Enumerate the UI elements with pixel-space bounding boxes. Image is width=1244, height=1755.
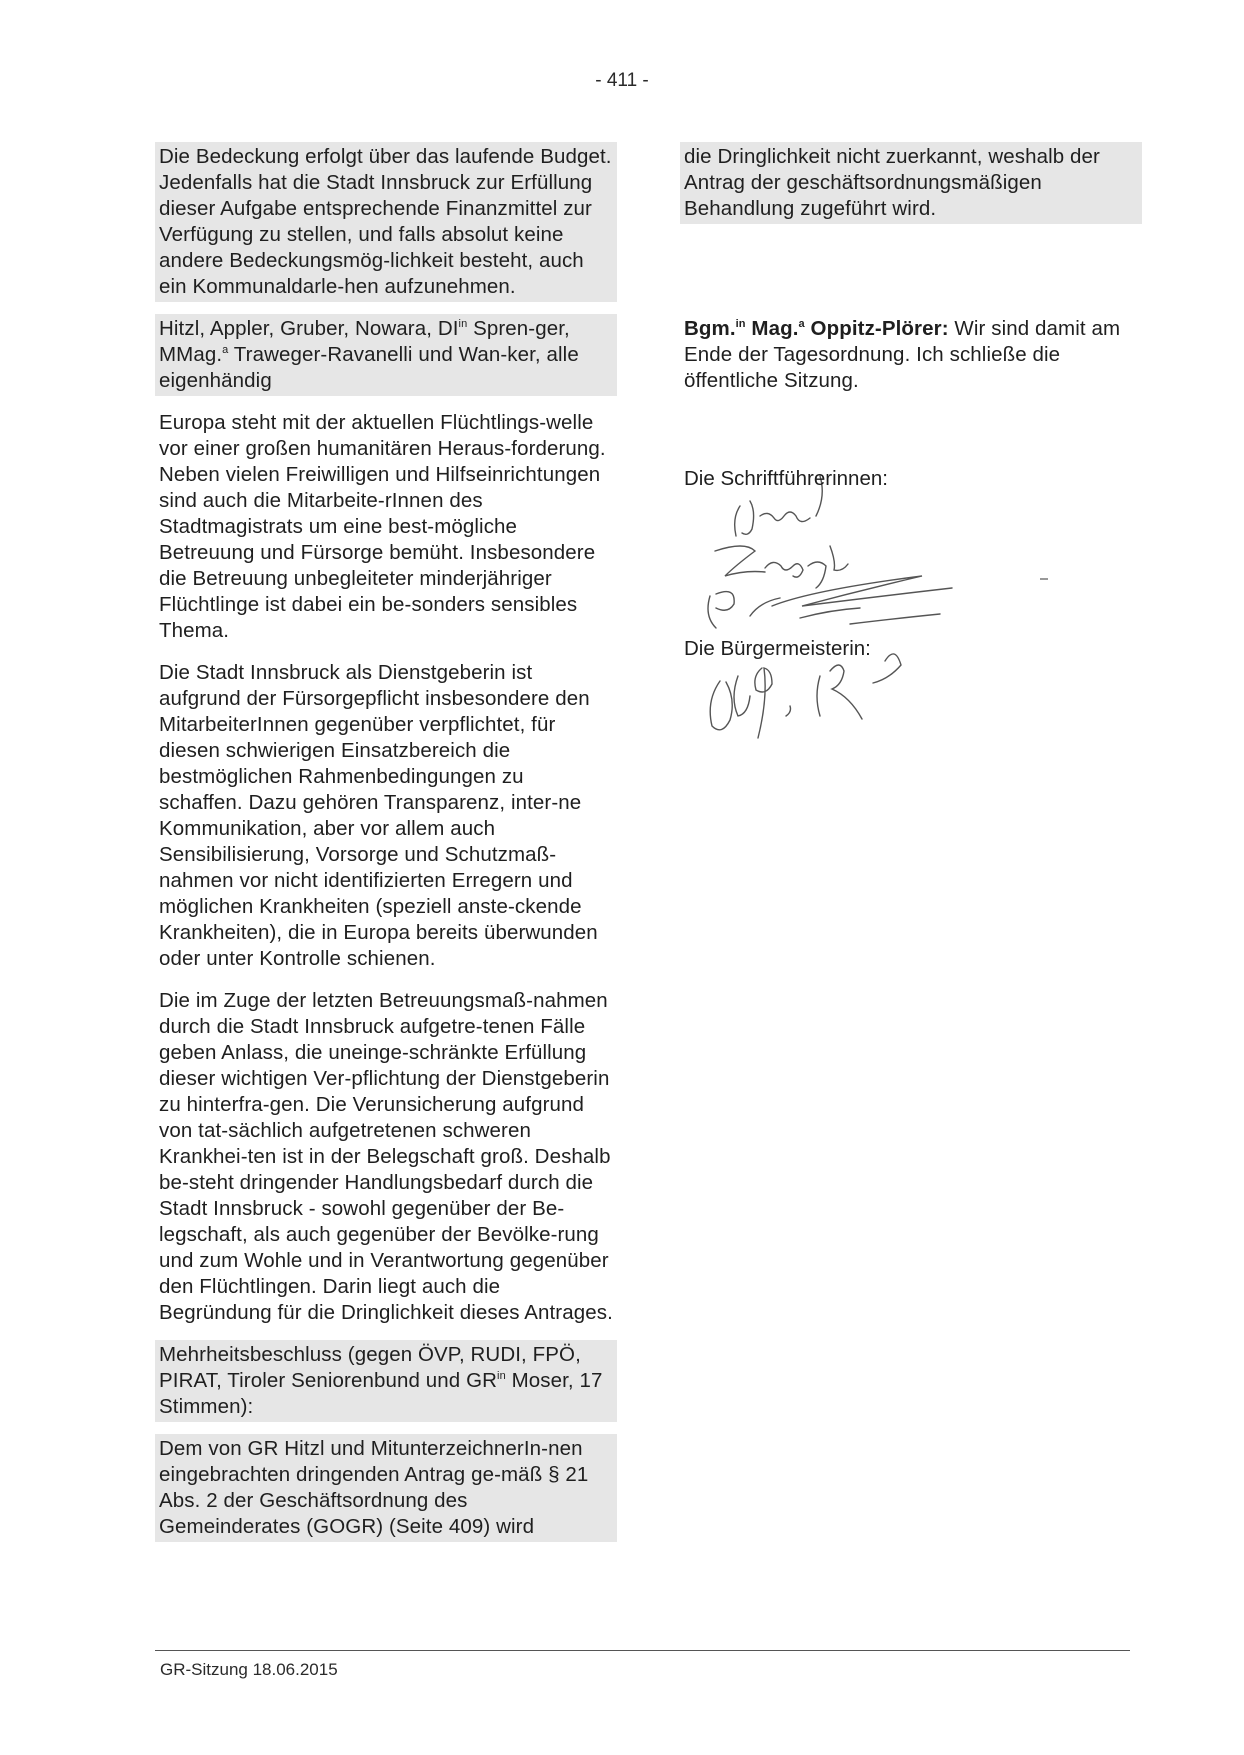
secretaries-signature-block (680, 466, 1142, 636)
speaker-sup-in: in (735, 318, 746, 331)
secretaries-label: Die Schriftführerinnen: (684, 467, 888, 490)
resolution-part-1: Mehrheitsbeschluss (gegen ÖVP, RUDI, FPÖ, PIRAT, Tiroler Seniorenbund und GR (159, 1343, 581, 1392)
motion-paragraph: Dem von GR Hitzl und MitunterzeichnerIn-nen eingebrachten dringenden Antrag ge-mäß § 21 Abs. 2 der Geschäftsordnung des Gemeinderates (GOGR) (Seite 409) wird (155, 1434, 617, 1542)
signatories-part-2: Spren-ger, MMag. (159, 317, 570, 366)
speaker-title-1: Bgm. (684, 317, 736, 340)
stray-mark (1040, 578, 1048, 580)
page-number: - 411 - (595, 70, 649, 91)
funding-paragraph: Die Bedeckung erfolgt über das laufende Budget. Jedenfalls hat die Stadt Innsbruck zur Erfüllung dieser Aufgabe entsprechende Finanzmittel zur Verfügung zu stellen, und falls absolut keine andere Bedeckungsmög-lichkeit besteht, auch ein Kommunaldarle-hen aufzunehmen. (155, 142, 617, 302)
mayor-closing-statement (680, 314, 1142, 396)
refugee-paragraph: Europa steht mit der aktuellen Flüchtlings-welle vor einer großen humanitären Heraus-forderung. Neben vielen Freiwilligen und Hilfseinrichtungen sind auch die Mitarbeite-rInnen des Stadtmagistrats um eine best-mögliche Betreuung und Fürsorge bemüht. Insbesondere die Betreuung unbegleiteter minderjähriger Flüchtlinge ist dabei ein be-sonders sensibles Thema. (159, 411, 606, 642)
mayor-label: Die Bürgermeisterin: (684, 637, 871, 660)
urgency-denied-paragraph: die Dringlichkeit nicht zuerkannt, weshalb der Antrag der geschäftsordnungsmäßigen Behandlung zugeführt wird. (680, 142, 1142, 224)
signatories-sup-in: in (458, 318, 468, 331)
signatories-part-3: Traweger-Ravanelli und Wan-ker, alle eigenhändig (159, 343, 579, 392)
employer-duty-paragraph: Die Stadt Innsbruck als Dienstgeberin ist aufgrund der Fürsorgepflicht insbesondere den MitarbeiterInnen gegenüber verpflichtet, für diesen schwierigen Einsatzbereich die bestmöglichen Rahmenbedingungen zu schaffen. Dazu gehören Transparenz, inter-ne Kommunikation, aber vor allem auch Sensibilisierung, Vorsorge und Schutzmaß-nahmen vor nicht identifizierten Erregern und möglichen Krankheiten (speziell anste-ckende Krankheiten), die in Europa bereits überwunden oder unter Kontrolle schienen. (159, 661, 598, 970)
signature-3 (708, 576, 952, 628)
speaker-sup-a: a (798, 318, 805, 331)
footer-rule (155, 1650, 1130, 1651)
urgency-paragraph: Die im Zuge der letzten Betreuungsmaß-nahmen durch die Stadt Innsbruck aufgetre-tenen Fälle geben Anlass, die uneinge-schränkte Erfüllung dieser wichtigen Ver-pflichtung der Dienstgeberin zu hinterfra-gen. Die Verunsicherung aufgrund von tat-sächlich aufgetretenen schweren Krankhei-ten ist in der Belegschaft groß. Deshalb be-steht dringender Handlungsbedarf durch die Stadt Innsbruck - sowohl gegenüber der Be-legschaft, als auch gegenüber der Bevölke-rung und zum Wohle und in Verantwortung gegenüber den Flüchtlingen. Darin liegt auch die Begründung für die Dringlichkeit dieses Antrages. (159, 989, 613, 1324)
footer-session-date: GR-Sitzung 18.06.2015 (160, 1660, 338, 1679)
left-column (155, 142, 617, 1554)
speech-text: Wir sind damit am Ende der Tagesordnung. Ich schließe die öffentliche Sitzung. (684, 317, 1121, 392)
signatories-sup-a: a (222, 344, 229, 357)
speaker-title-2: Mag. (745, 317, 799, 340)
signatories-part-1: Hitzl, Appler, Gruber, Nowara, DI (159, 317, 459, 340)
resolution-paragraph (155, 1340, 617, 1422)
resolution-part-2: Moser, 17 Stimmen): (159, 1369, 603, 1418)
signatories-paragraph (155, 314, 617, 396)
signature-2 (715, 546, 848, 588)
mayor-signature-block (680, 636, 1142, 776)
speaker-name: Oppitz-Plörer: (804, 317, 949, 340)
right-column (680, 142, 1142, 776)
resolution-sup-in: in (497, 1370, 506, 1383)
